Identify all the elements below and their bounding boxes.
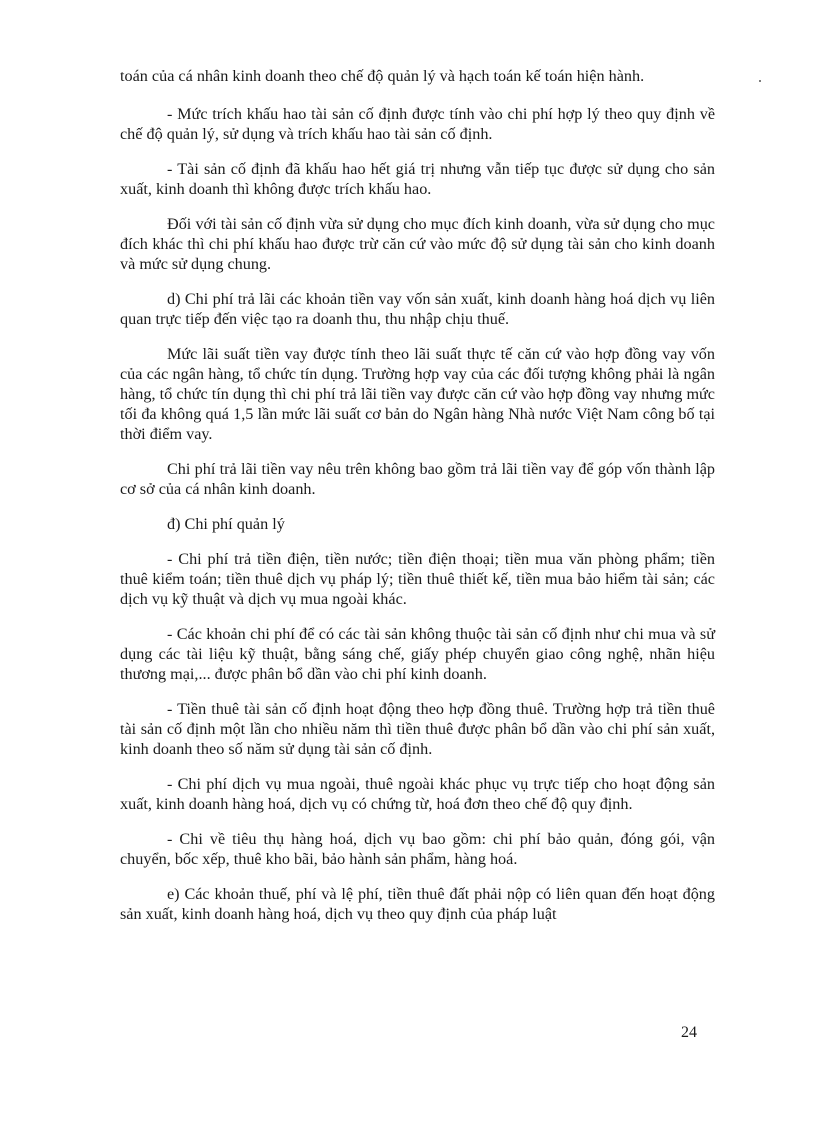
paragraph-mixed-use-assets: Đối với tài sản cố định vừa sử dụng cho mục đích kinh doanh, vừa sử dụng cho mục đích khác thì chi phí khấu hao được trừ căn cứ vào mức độ sử dụng tài sản cho kinh doanh và mức sử dụng chung.: [120, 215, 715, 273]
paragraph-interest-exclusion: Chi phí trả lãi tiền vay nêu trên không bao gồm trả lãi tiền vay để góp vốn thành lập cơ sở của cá nhân kinh doanh.: [120, 460, 715, 498]
paragraph-fully-depreciated: - Tài sản cố định đã khấu hao hết giá trị nhưng vẫn tiếp tục được sử dụng cho sản xuất, kinh doanh thì không được trích khấu hao.: [120, 160, 715, 198]
paragraph-interest-rate: Mức lãi suất tiền vay được tính theo lãi suất thực tế căn cứ vào hợp đồng vay vốn của các ngân hàng, tổ chức tín dụng. Trường hợp vay của các đối tượng không phải là ngân hàng, tổ chức tín dụng thì chi phí trả lãi tiền vay được căn cứ vào hợp đồng vay nhưng mức tối đa không quá 1,5 lần mức lãi suất cơ bản do Ngân hàng Nhà nước Việt Nam công bố tại thời điểm vay.: [120, 345, 715, 443]
paragraph-intangible-costs: - Các khoản chi phí để có các tài sản không thuộc tài sản cố định như chi mua và sử dụng các tài liệu kỹ thuật, bằng sáng chế, giấy phép chuyển giao công nghệ, nhãn hiệu thương mại,... được phân bổ dần vào chi phí kinh doanh.: [120, 625, 715, 683]
paragraph-continuation: toán của cá nhân kinh doanh theo chế độ quản lý và hạch toán kế toán hiện hành.: [120, 67, 645, 85]
document-body: [120, 66, 715, 939]
paragraph-utilities-services: - Chi phí trả tiền điện, tiền nước; tiền điện thoại; tiền mua văn phòng phẩm; tiền thuê kiểm toán; tiền thuê dịch vụ pháp lý; tiền thuê thiết kế, tiền mua bảo hiểm tài sản; các dịch vụ kỹ thuật và dịch vụ mua ngoài khác.: [120, 550, 715, 608]
paragraph-depreciation-rate: - Mức trích khấu hao tài sản cố định được tính vào chi phí hợp lý theo quy định về chế độ quản lý, sử dụng và trích khấu hao tài sản cố định.: [120, 105, 715, 143]
paragraph-asset-rental: - Tiền thuê tài sản cố định hoạt động theo hợp đồng thuê. Trường hợp trả tiền thuê tài sản cố định một lần cho nhiều năm thì tiền thuê được phân bổ dần vào chi phí sản xuất, kinh doanh theo số năm sử dụng tài sản cố định.: [120, 700, 715, 758]
paragraph-taxes-fees: e) Các khoản thuế, phí và lệ phí, tiền thuê đất phải nộp có liên quan đến hoạt động sản xuất, kinh doanh hàng hoá, dịch vụ theo quy định của pháp luật: [120, 885, 715, 923]
scan-speck: [759, 80, 761, 82]
section-heading-management-costs: đ) Chi phí quản lý: [167, 515, 285, 533]
paragraph-interest-expense: d) Chi phí trả lãi các khoản tiền vay vốn sản xuất, kinh doanh hàng hoá dịch vụ liên quan trực tiếp đến việc tạo ra doanh thu, thu nhập chịu thuế.: [120, 290, 715, 328]
page-number: 24: [681, 1024, 697, 1041]
paragraph-outsourced-services: - Chi phí dịch vụ mua ngoài, thuê ngoài khác phục vụ trực tiếp cho hoạt động sản xuất, kinh doanh hàng hoá, dịch vụ có chứng từ, hoá đơn theo chế độ quy định.: [120, 775, 715, 813]
paragraph-sales-costs: - Chi về tiêu thụ hàng hoá, dịch vụ bao gồm: chi phí bảo quản, đóng gói, vận chuyển, bốc xếp, thuê kho bãi, bảo hành sản phẩm, hàng hoá.: [120, 830, 715, 868]
